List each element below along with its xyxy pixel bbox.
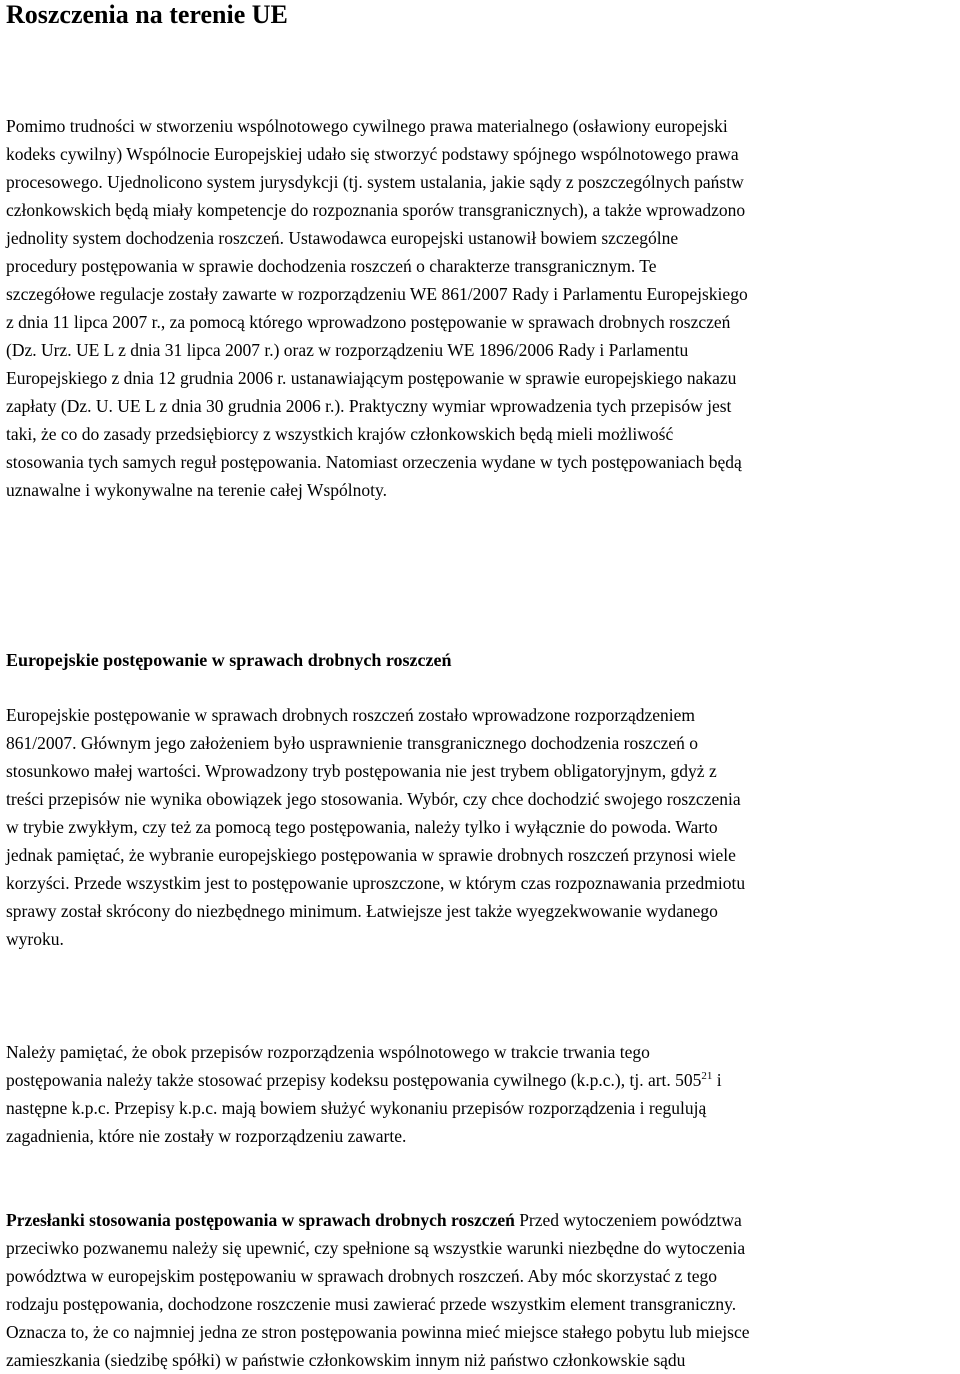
paragraph-line: Oznacza to, że co najmniej jedna ze stron postępowania powinna mieć miejsce stałego pobytu lub miejsce: [6, 1322, 750, 1342]
paragraph-line: stosowania tych samych reguł postępowania. Natomiast orzeczenia wydane w tych postępowaniach będą: [6, 452, 742, 472]
paragraph-line: powództwa w europejskim postępowaniu w sprawach drobnych roszczeń. Aby móc skorzystać z tego: [6, 1266, 717, 1286]
paragraph-line: w trybie zwykłym, czy też za pomocą tego postępowania, należy tylko i wyłącznie do powoda. Warto: [6, 817, 718, 837]
paragraph-line: sprawy został skrócony do niezbędnego minimum. Łatwiejsze jest także wyegzekwowanie wydanego: [6, 901, 718, 921]
paragraph-line: stosunkowo małej wartości. Wprowadzony tryb postępowania nie jest trybem obligatoryjnym, gdyż z: [6, 761, 717, 781]
paragraph-line: z dnia 11 lipca 2007 r., za pomocą którego wprowadzono postępowanie w sprawach drobnych roszczeń: [6, 312, 731, 332]
superscript-article-number: 21: [701, 1070, 713, 1082]
section-heading-small-claims: Europejskie postępowanie w sprawach drobnych roszczeń: [6, 650, 452, 670]
paragraph-line: jednak pamiętać, że wybranie europejskiego postępowania w sprawie drobnych roszczeń przynosi wiele: [6, 845, 736, 865]
paragraph-line: treści przepisów nie wynika obowiązek jego stosowania. Wybór, czy chce dochodzić swojego roszczenia: [6, 789, 741, 809]
paragraph-line: następne k.p.c. Przepisy k.p.c. mają bowiem służyć wykonaniu przepisów rozporządzenia i regulują: [6, 1098, 707, 1118]
kpc-paragraph: [6, 1038, 960, 1150]
paragraph-line: szczegółowe regulacje zostały zawarte w rozporządzeniu WE 861/2007 Rady i Parlamentu Europejskiego: [6, 284, 748, 304]
paragraph-line: jednolity system dochodzenia roszczeń. Ustawodawca europejski ustanowił bowiem szczególne: [6, 228, 679, 248]
paragraph-line: 861/2007. Głównym jego założeniem było usprawnienie transgranicznego dochodzenia roszczeń o: [6, 733, 698, 753]
paragraph-line: uznawalne i wykonywalne na terenie całej Wspólnoty.: [6, 480, 387, 500]
section-heading-prerequisites: Przesłanki stosowania postępowania w sprawach drobnych roszczeń: [6, 1210, 515, 1230]
paragraph-line: zagadnienia, które nie zostały w rozporządzeniu zawarte.: [6, 1126, 407, 1146]
paragraph-line: przeciwko pozwanemu należy się upewnić, czy spełnione są wszystkie warunki niezbędne do wytoczenia: [6, 1238, 746, 1258]
paragraph-line: korzyści. Przede wszystkim jest to postępowanie uproszczone, w którym czas rozpoznawania przedmiotu: [6, 873, 746, 893]
paragraph-line: Europejskiego z dnia 12 grudnia 2006 r. ustanawiającym postępowanie w sprawie europejskiego nakazu: [6, 368, 737, 388]
paragraph-line: kodeks cywilny) Wspólnocie Europejskiej udało się stworzyć podstawy spójnego wspólnotowego prawa: [6, 144, 739, 164]
paragraph-line: [6, 1206, 960, 1234]
paragraph-line: (Dz. Urz. UE L z dnia 31 lipca 2007 r.) oraz w rozporządzeniu WE 1896/2006 Rady i Parlamentu: [6, 340, 689, 360]
paragraph-line: procedury postępowania w sprawie dochodzenia roszczeń o charakterze transgranicznym. Te: [6, 256, 657, 276]
paragraph-line: procesowego. Ujednolicono system jurysdykcji (tj. system ustalania, jakie sądy z poszczególnych państw: [6, 172, 744, 192]
line-text: Przed wytoczeniem powództwa: [514, 1210, 742, 1230]
paragraph-line: członkowskich będą miały kompetencje do rozpoznania sporów transgranicznych), a także wprowadzono: [6, 200, 746, 220]
paragraph-line: [6, 1066, 960, 1094]
paragraph-line: wyroku.: [6, 929, 64, 949]
paragraph-line: Pomimo trudności w stworzeniu wspólnotowego cywilnego prawa materialnego (osławiony europejski: [6, 116, 728, 136]
paragraph-line: zamieszkania (siedzibę spółki) w państwie członkowskim innym niż państwo członkowskie sądu: [6, 1350, 686, 1370]
prerequisites-paragraph: [6, 1206, 960, 1374]
small-claims-paragraph: [6, 701, 960, 953]
paragraph-line: Europejskie postępowanie w sprawach drobnych roszczeń zostało wprowadzone rozporządzeniem: [6, 705, 696, 725]
paragraph-line: zapłaty (Dz. U. UE L z dnia 30 grudnia 2006 r.). Praktyczny wymiar wprowadzenia tych przepisów jest: [6, 396, 732, 416]
intro-paragraph: [6, 112, 960, 504]
line-text: postępowania należy także stosować przepisy kodeksu postępowania cywilnego (k.p.c.), tj. art. 505: [6, 1070, 702, 1090]
line-text: i: [712, 1070, 722, 1090]
paragraph-line: Należy pamiętać, że obok przepisów rozporządzenia wspólnotowego w trakcie trwania tego: [6, 1042, 650, 1062]
page-title: Roszczenia na terenie UE: [6, 0, 288, 29]
paragraph-line: rodzaju postępowania, dochodzone roszczenie musi zawierać przede wszystkim element transgraniczny.: [6, 1294, 737, 1314]
paragraph-line: taki, że co do zasady przedsiębiorcy z wszystkich krajów członkowskich będą mieli możliwość: [6, 424, 674, 444]
